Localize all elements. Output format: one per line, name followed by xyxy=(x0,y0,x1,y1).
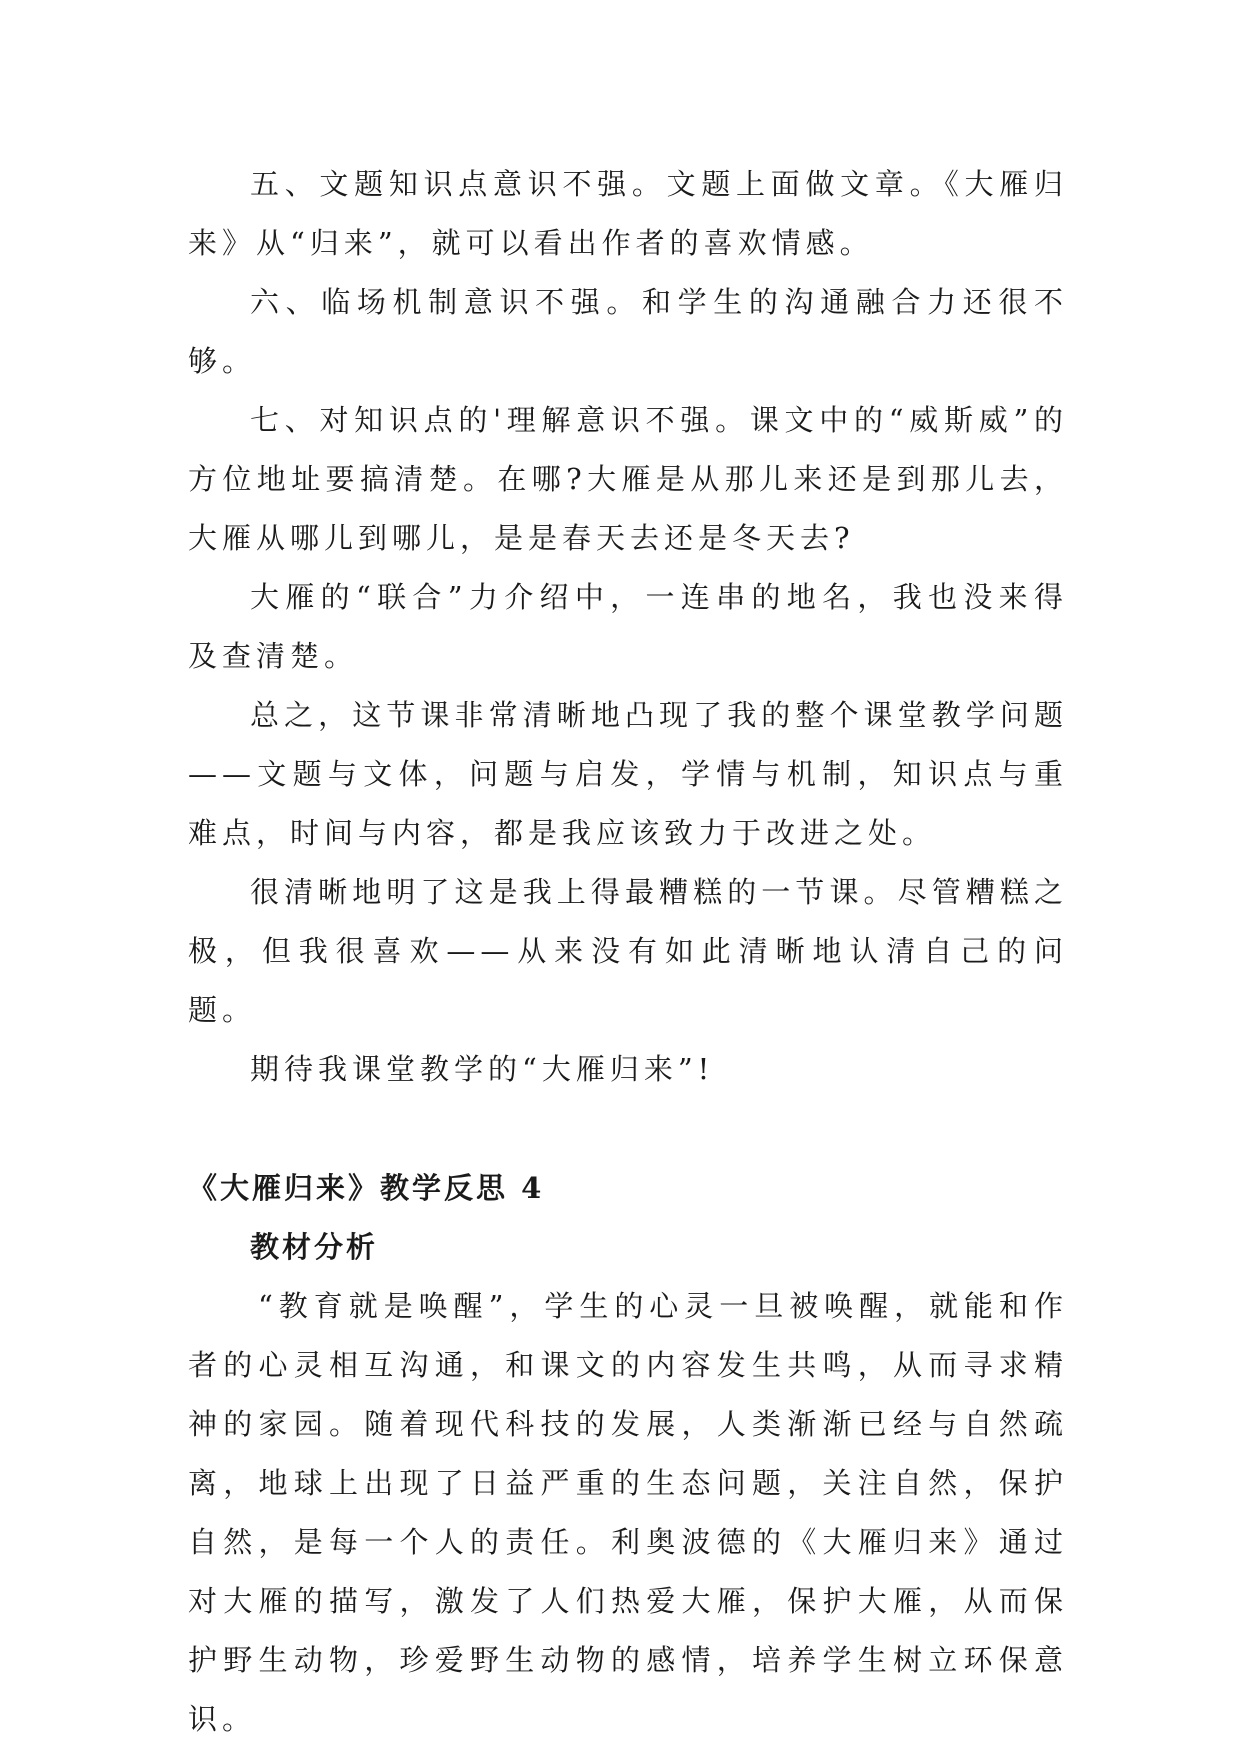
paragraph-summary: 总之，这节课非常清晰地凸现了我的整个课堂教学问题——文题与文体，问题与启发，学情与机制，知识点与重难点，时间与内容，都是我应该致力于改进之处。 xyxy=(188,698,1068,850)
textbook-analysis xyxy=(188,1277,1068,1749)
section-subtitle: 教材分析 xyxy=(250,1230,379,1264)
paragraph-point-five: 五、文题知识点意识不强。文题上面做文章。《大雁归来》从“归来”，就可以看出作者的喜欢情感。 xyxy=(188,167,1068,260)
document-body xyxy=(188,155,1068,1749)
paragraph-expectation: 期待我课堂教学的“大雁归来”! xyxy=(250,1052,715,1086)
paragraph-point-seven: 七、对知识点的'理解意识不强。课文中的“威斯威”的方位地址要搞清楚。在哪?大雁是从那儿来还是到那儿去，大雁从哪儿到哪儿，是是春天去还是冬天去? xyxy=(188,403,1068,555)
paragraph-point-six: 六、临场机制意识不强。和学生的沟通融合力还很不够。 xyxy=(188,285,1068,378)
section-title: 《大雁归来》教学反思 4 xyxy=(188,1171,545,1205)
paragraph-place-names: 大雁的“联合”力介绍中，一连串的地名，我也没来得及查清楚。 xyxy=(188,580,1068,673)
paragraph-worst-lesson: 很清晰地明了这是我上得最糟糕的一节课。尽管糟糕之极，但我很喜欢——从来没有如此清晰地认清自己的问题。 xyxy=(188,875,1068,1027)
paragraph-textbook-analysis: “教育就是唤醒”，学生的心灵一旦被唤醒，就能和作者的心灵相互沟通，和课文的内容发生共鸣，从而寻求精神的家园。随着现代科技的发展，人类渐渐已经与自然疏离，地球上出现了日益严重的生态问题，关注自然，保护自然，是每一个人的责任。利奥波德的《大雁归来》通过对大雁的描写，激发了人们热爱大雁，保护大雁，从而保护野生动物，珍爱野生动物的感情，培养学生树立环保意识。 xyxy=(188,1289,1068,1736)
reflection-section-3-tail xyxy=(188,155,1068,1099)
